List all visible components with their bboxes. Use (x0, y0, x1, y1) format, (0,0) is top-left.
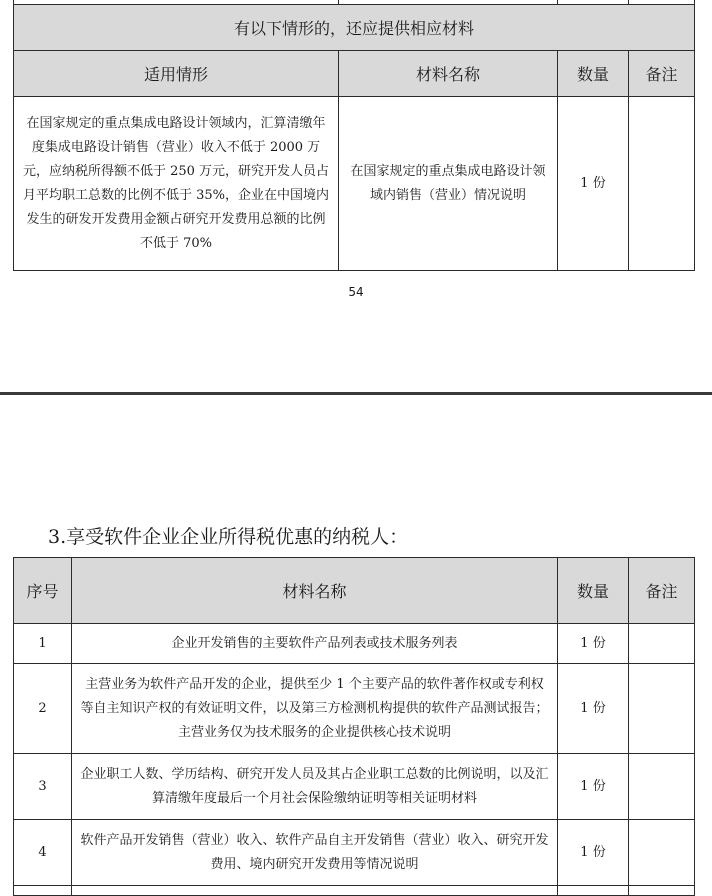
quantity-cell: 1 份 (558, 97, 629, 271)
table-row (14, 97, 695, 271)
row-number: 3 (14, 754, 72, 820)
material-cell: 企业职工人数、学历结构、研究开发人员及其占企业职工总数的比例说明，以及汇算清缴年度最后一个月社会保险缴纳证明等相关证明材料 (72, 754, 558, 820)
page-divider (0, 392, 712, 395)
quantity-cell: 1 份 (558, 624, 629, 664)
quantity-cell: 1 份 (558, 754, 629, 820)
merged-header: 有以下情形的，还应提供相应材料 (14, 5, 695, 51)
row-number: 2 (14, 664, 72, 754)
col-header-situation: 适用情形 (14, 51, 339, 97)
col-header-quantity: 数量 (558, 558, 629, 624)
col-header-no: 序号 (14, 558, 72, 624)
page-number: 54 (348, 285, 364, 299)
table-row-cutoff (14, 886, 695, 896)
material-cell: 在国家规定的重点集成电路设计领域内销售（营业）情况说明 (339, 97, 558, 271)
row-number: 4 (14, 820, 72, 886)
table-header-row (14, 558, 695, 624)
top-materials-table (13, 0, 695, 271)
material-cell: 企业开发销售的主要软件产品列表或技术服务列表 (72, 624, 558, 664)
row-number: 1 (14, 624, 72, 664)
remark-cell (629, 820, 695, 886)
software-enterprise-materials-table (13, 557, 695, 896)
table-row (14, 5, 695, 51)
material-cell: 软件产品开发销售（营业）收入、软件产品自主开发销售（营业）收入、研究开发费用、境内研究开发费用等情况说明 (72, 820, 558, 886)
remark-cell (629, 97, 695, 271)
quantity-cell: 1 份 (558, 664, 629, 754)
col-header-material: 材料名称 (339, 51, 558, 97)
table-row (14, 624, 695, 664)
situation-cell: 在国家规定的重点集成电路设计领域内，汇算清缴年度集成电路设计销售（营业）收入不低于 2000 万元，应纳税所得额不低于 250 万元，研究开发人员占月平均职工总数的比例不低于 35%，企业在中国境内发生的研发开发费用金额占研究开发费用总额的比例不低于 70% (14, 97, 339, 271)
table-row (14, 754, 695, 820)
material-cell: 主营业务为软件产品开发的企业，提供至少 1 个主要产品的软件著作权或专利权等自主知识产权的有效证明文件，以及第三方检测机构提供的软件产品测试报告；主营业务仅为技术服务的企业提供核心技术说明 (72, 664, 558, 754)
col-header-quantity: 数量 (558, 51, 629, 97)
remark-cell (629, 754, 695, 820)
section-heading: 3.享受软件企业企业所得税优惠的纳税人： (48, 526, 409, 548)
table-row (14, 820, 695, 886)
table-header-row (14, 51, 695, 97)
col-header-remark: 备注 (629, 51, 695, 97)
remark-cell (629, 664, 695, 754)
col-header-remark: 备注 (629, 558, 695, 624)
quantity-cell: 1 份 (558, 820, 629, 886)
col-header-material: 材料名称 (72, 558, 558, 624)
remark-cell (629, 624, 695, 664)
table-row (14, 664, 695, 754)
